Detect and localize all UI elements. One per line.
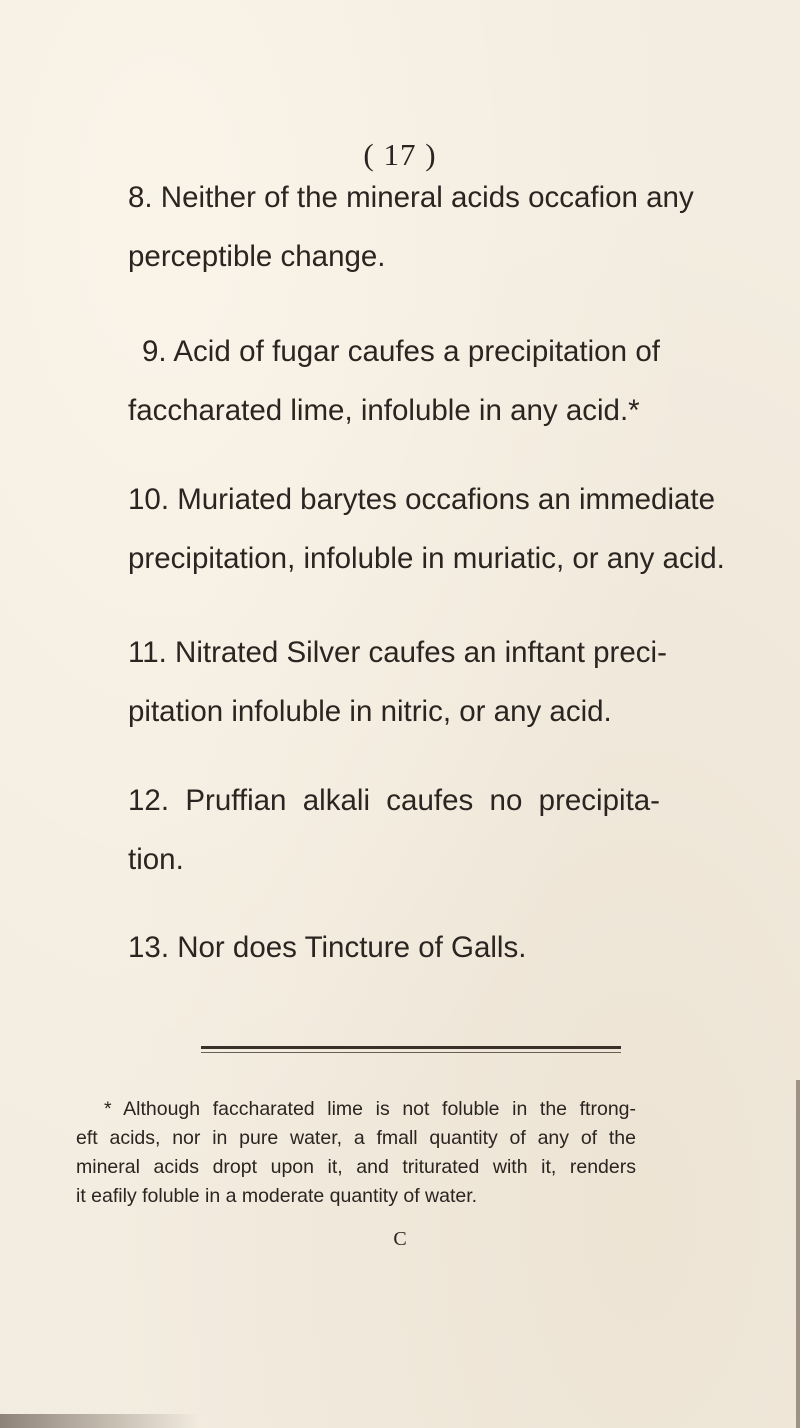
paragraph-line: 13. Nor does Tincture of Galls.	[128, 931, 527, 964]
paragraph-line: 11. Nitrated Silver caufes an inftant preci-	[128, 636, 667, 669]
paragraph-11	[128, 623, 667, 741]
footnote-line: * Although faccharated lime is not foluble in the ftrong-	[104, 1098, 636, 1120]
footnote-line: it eafily foluble in a moderate quantity of water.	[76, 1185, 478, 1207]
footnote	[76, 1095, 636, 1211]
paragraph-line: 12. Pruffian alkali caufes no precipita-	[128, 784, 660, 817]
paragraph-13	[128, 918, 660, 977]
footnote-line: mineral acids dropt upon it, and triturated with it, renders	[76, 1156, 636, 1178]
page-number-header: ( 17 )	[363, 137, 437, 172]
paragraph-line: tion.	[128, 843, 184, 876]
footnote-divider-thin	[201, 1052, 621, 1053]
signature-mark: C	[393, 1228, 407, 1250]
paragraph-12	[128, 771, 660, 889]
paragraph-line: perceptible change.	[128, 240, 386, 273]
paragraph-8	[128, 168, 694, 286]
paragraph-line: faccharated lime, infoluble in any acid.*	[128, 394, 640, 427]
paragraph-line: 9. Acid of fugar caufes a precipitation of	[142, 335, 660, 368]
paragraph-line: 8. Neither of the mineral acids occafion any	[128, 181, 694, 214]
paragraph-line: 10. Muriated barytes occafions an immediate	[128, 483, 716, 516]
footnote-divider	[201, 1046, 621, 1049]
page-bottom-shadow	[0, 1414, 200, 1428]
footnote-line: eft acids, nor in pure water, a fmall quantity of any of the	[76, 1127, 636, 1149]
paragraph-line: precipitation, infoluble in muriatic, or any acid.	[128, 542, 725, 575]
paragraph-line: pitation infoluble in nitric, or any acid.	[128, 695, 612, 728]
paragraph-9	[128, 322, 660, 440]
paragraph-10	[128, 470, 725, 588]
page-edge-shadow	[796, 1080, 800, 1428]
